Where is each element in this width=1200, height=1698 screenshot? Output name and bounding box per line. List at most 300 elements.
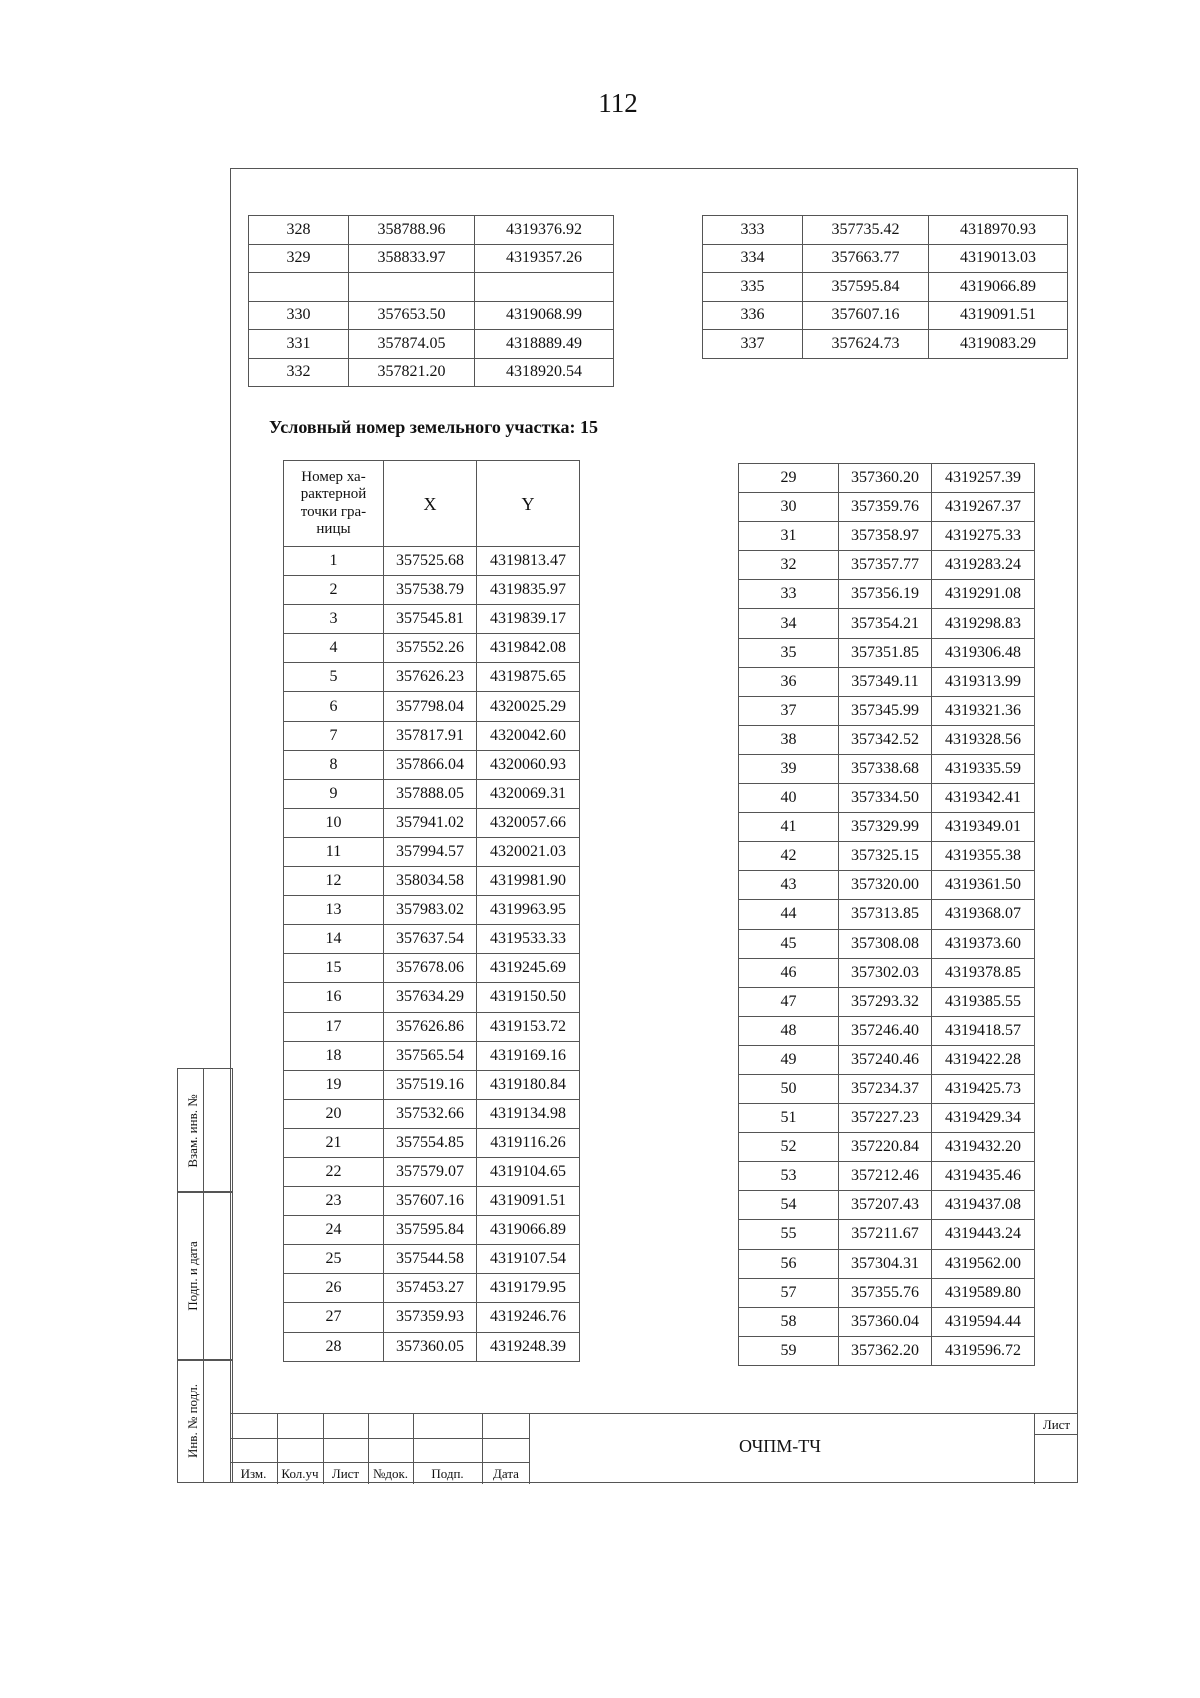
x-coordinate-cell: 357234.37 — [839, 1074, 932, 1103]
y-coordinate-cell: 4319313.99 — [932, 667, 1035, 696]
x-coordinate-cell: 357626.86 — [384, 1012, 477, 1041]
y-coordinate-cell: 4320069.31 — [477, 779, 580, 808]
point-number-cell: 17 — [284, 1012, 384, 1041]
table-row — [284, 605, 580, 634]
x-coordinate-cell: 357607.16 — [803, 301, 929, 330]
table-row — [739, 1307, 1035, 1336]
y-coordinate-cell: 4319357.26 — [475, 244, 614, 273]
x-coordinate-cell: 357663.77 — [803, 244, 929, 273]
x-coordinate-cell: 357532.66 — [384, 1099, 477, 1128]
table-row — [739, 929, 1035, 958]
point-number-cell: 337 — [703, 330, 803, 359]
point-number-cell: 29 — [739, 464, 839, 493]
table-row — [739, 754, 1035, 783]
side-stamp-label: Подп. и дата — [185, 1241, 200, 1311]
x-coordinate-cell: 357525.68 — [384, 547, 477, 576]
y-coordinate-cell: 4319373.60 — [932, 929, 1035, 958]
point-number-cell: 52 — [739, 1133, 839, 1162]
point-number-cell: 23 — [284, 1187, 384, 1216]
x-coordinate-cell: 357595.84 — [803, 273, 929, 302]
table-row — [703, 244, 1068, 273]
table-row — [249, 358, 614, 387]
x-coordinate-cell: 357362.20 — [839, 1336, 932, 1365]
y-coordinate-cell: 4319418.57 — [932, 1016, 1035, 1045]
point-number-cell: 54 — [739, 1191, 839, 1220]
table-row — [739, 1104, 1035, 1133]
table-row — [284, 750, 580, 779]
table-row — [703, 301, 1068, 330]
x-coordinate-cell: 357888.05 — [384, 779, 477, 808]
x-coordinate-cell: 358034.58 — [384, 867, 477, 896]
table-row — [703, 216, 1068, 245]
y-coordinate-cell: 4319342.41 — [932, 784, 1035, 813]
point-number-cell: 51 — [739, 1104, 839, 1133]
x-coordinate-cell: 357360.20 — [839, 464, 932, 493]
point-number-cell: 33 — [739, 580, 839, 609]
table-header-row — [284, 461, 580, 547]
y-coordinate-cell: 4319298.83 — [932, 609, 1035, 638]
y-coordinate-cell: 4319596.72 — [932, 1336, 1035, 1365]
table-row — [284, 983, 580, 1012]
coordinates-table-parcel-15 — [283, 460, 580, 1362]
y-coordinate-cell: 4319068.99 — [475, 301, 614, 330]
x-coordinate-cell: 357357.77 — [839, 551, 932, 580]
y-coordinate-cell: 4319321.36 — [932, 696, 1035, 725]
y-coordinate-cell: 4319368.07 — [932, 900, 1035, 929]
point-number-cell: 15 — [284, 954, 384, 983]
point-number-cell: 43 — [739, 871, 839, 900]
y-coordinate-cell: 4319275.33 — [932, 522, 1035, 551]
y-coordinate-cell: 4319378.85 — [932, 958, 1035, 987]
y-coordinate-cell: 4319562.00 — [932, 1249, 1035, 1278]
y-coordinate-cell: 4318920.54 — [475, 358, 614, 387]
point-number-cell: 26 — [284, 1274, 384, 1303]
point-number-cell: 6 — [284, 692, 384, 721]
table-row — [703, 330, 1068, 359]
x-coordinate-cell: 357334.50 — [839, 784, 932, 813]
x-coordinate-cell: 357359.76 — [839, 493, 932, 522]
table-row — [739, 609, 1035, 638]
table-row — [703, 273, 1068, 302]
y-coordinate-cell: 4319842.08 — [477, 634, 580, 663]
side-stamp-label: Взам. инв. № — [185, 1093, 200, 1168]
x-coordinate-cell: 357212.46 — [839, 1162, 932, 1191]
point-number-cell: 4 — [284, 634, 384, 663]
point-number-cell: 44 — [739, 900, 839, 929]
table-row — [739, 725, 1035, 754]
point-number-cell: 333 — [703, 216, 803, 245]
point-number-cell: 46 — [739, 958, 839, 987]
y-coordinate-cell: 4319248.39 — [477, 1332, 580, 1361]
point-number-cell: 11 — [284, 837, 384, 866]
point-number-cell: 50 — [739, 1074, 839, 1103]
point-number-cell: 35 — [739, 638, 839, 667]
point-number-cell: 5 — [284, 663, 384, 692]
point-number-cell: 14 — [284, 925, 384, 954]
y-coordinate-cell: 4318889.49 — [475, 330, 614, 359]
x-coordinate-cell: 357866.04 — [384, 750, 477, 779]
y-coordinate-cell: 4319385.55 — [932, 987, 1035, 1016]
header-y: Y — [477, 461, 580, 547]
table-row — [249, 273, 614, 302]
y-coordinate-cell: 4319091.51 — [477, 1187, 580, 1216]
y-coordinate-cell: 4320021.03 — [477, 837, 580, 866]
table-row — [284, 576, 580, 605]
point-number-cell: 34 — [739, 609, 839, 638]
point-number-cell: 31 — [739, 522, 839, 551]
x-coordinate-cell: 357821.20 — [349, 358, 475, 387]
table-row — [739, 464, 1035, 493]
table-row — [284, 1245, 580, 1274]
x-coordinate-cell: 357624.73 — [803, 330, 929, 359]
title-block-header: Лист — [331, 1466, 360, 1481]
x-coordinate-cell: 357220.84 — [839, 1133, 932, 1162]
y-coordinate-cell: 4319432.20 — [932, 1133, 1035, 1162]
x-coordinate-cell: 357637.54 — [384, 925, 477, 954]
point-number-cell: 330 — [249, 301, 349, 330]
side-stamp-cell-replacement — [177, 1068, 233, 1193]
table-row — [284, 634, 580, 663]
point-number-cell: 8 — [284, 750, 384, 779]
table-row — [739, 1191, 1035, 1220]
x-coordinate-cell: 357607.16 — [384, 1187, 477, 1216]
table-row — [284, 663, 580, 692]
x-coordinate-cell: 357359.93 — [384, 1303, 477, 1332]
y-coordinate-cell: 4320042.60 — [477, 721, 580, 750]
table-row — [284, 1332, 580, 1361]
point-number-cell: 59 — [739, 1336, 839, 1365]
x-coordinate-cell: 357207.43 — [839, 1191, 932, 1220]
table-row — [249, 330, 614, 359]
y-coordinate-cell: 4319437.08 — [932, 1191, 1035, 1220]
y-coordinate-cell — [475, 273, 614, 302]
table-row — [739, 1220, 1035, 1249]
table-row — [739, 638, 1035, 667]
y-coordinate-cell: 4319013.03 — [929, 244, 1068, 273]
point-number-cell: 32 — [739, 551, 839, 580]
x-coordinate-cell: 358833.97 — [349, 244, 475, 273]
point-number-cell: 1 — [284, 547, 384, 576]
table-row — [739, 1045, 1035, 1074]
table-row — [284, 1012, 580, 1041]
point-number-cell: 2 — [284, 576, 384, 605]
point-number-cell: 336 — [703, 301, 803, 330]
table-row — [739, 871, 1035, 900]
sheet-number-box — [1034, 1414, 1078, 1484]
point-number-cell: 3 — [284, 605, 384, 634]
table-row — [284, 1070, 580, 1099]
point-number-cell: 57 — [739, 1278, 839, 1307]
title-block-header: Подп. — [431, 1466, 464, 1481]
table-row — [739, 1278, 1035, 1307]
table-row — [739, 551, 1035, 580]
x-coordinate-cell: 357342.52 — [839, 725, 932, 754]
y-coordinate-cell: 4320025.29 — [477, 692, 580, 721]
y-coordinate-cell: 4319425.73 — [932, 1074, 1035, 1103]
point-number-cell: 13 — [284, 896, 384, 925]
y-coordinate-cell: 4319083.29 — [929, 330, 1068, 359]
table-row — [739, 958, 1035, 987]
y-coordinate-cell: 4319180.84 — [477, 1070, 580, 1099]
table-row — [284, 547, 580, 576]
point-number-cell: 21 — [284, 1128, 384, 1157]
y-coordinate-cell: 4319963.95 — [477, 896, 580, 925]
point-number-cell: 48 — [739, 1016, 839, 1045]
coordinates-table-top-left — [248, 215, 614, 387]
table-row — [739, 1016, 1035, 1045]
y-coordinate-cell: 4319134.98 — [477, 1099, 580, 1128]
x-coordinate-cell: 357554.85 — [384, 1128, 477, 1157]
x-coordinate-cell: 357453.27 — [384, 1274, 477, 1303]
table-row — [249, 301, 614, 330]
table-row — [739, 667, 1035, 696]
point-number-cell: 22 — [284, 1157, 384, 1186]
table-row — [284, 1128, 580, 1157]
table-row — [739, 842, 1035, 871]
y-coordinate-cell: 4319246.76 — [477, 1303, 580, 1332]
table-row — [284, 925, 580, 954]
table-row — [739, 1336, 1035, 1365]
y-coordinate-cell: 4319328.56 — [932, 725, 1035, 754]
x-coordinate-cell: 357994.57 — [384, 837, 477, 866]
table-row — [739, 696, 1035, 725]
point-number-cell: 41 — [739, 813, 839, 842]
point-number-cell: 24 — [284, 1216, 384, 1245]
point-number-cell: 18 — [284, 1041, 384, 1070]
y-coordinate-cell: 4319835.97 — [477, 576, 580, 605]
x-coordinate-cell: 357302.03 — [839, 958, 932, 987]
table-row — [284, 1216, 580, 1245]
title-block-header: Дата — [493, 1466, 519, 1481]
table-row — [249, 216, 614, 245]
y-coordinate-cell: 4319257.39 — [932, 464, 1035, 493]
x-coordinate-cell: 357304.31 — [839, 1249, 932, 1278]
point-number-cell: 40 — [739, 784, 839, 813]
x-coordinate-cell: 357941.02 — [384, 808, 477, 837]
point-number-cell: 55 — [739, 1220, 839, 1249]
table-row — [284, 1274, 580, 1303]
point-number-cell: 10 — [284, 808, 384, 837]
table-row — [739, 813, 1035, 842]
point-number-cell: 12 — [284, 867, 384, 896]
point-number-cell: 20 — [284, 1099, 384, 1128]
x-coordinate-cell: 357735.42 — [803, 216, 929, 245]
table-row — [284, 1187, 580, 1216]
x-coordinate-cell: 357358.97 — [839, 522, 932, 551]
y-coordinate-cell: 4319435.46 — [932, 1162, 1035, 1191]
y-coordinate-cell: 4319169.16 — [477, 1041, 580, 1070]
x-coordinate-cell: 357626.23 — [384, 663, 477, 692]
point-number-cell: 331 — [249, 330, 349, 359]
point-number-cell: 332 — [249, 358, 349, 387]
point-number-cell: 30 — [739, 493, 839, 522]
y-coordinate-cell: 4319594.44 — [932, 1307, 1035, 1336]
x-coordinate-cell: 357983.02 — [384, 896, 477, 925]
y-coordinate-cell: 4319306.48 — [932, 638, 1035, 667]
table-row — [739, 1162, 1035, 1191]
coordinates-table-right — [738, 463, 1035, 1366]
point-number-cell — [249, 273, 349, 302]
table-row — [739, 784, 1035, 813]
x-coordinate-cell: 357246.40 — [839, 1016, 932, 1045]
point-number-cell: 45 — [739, 929, 839, 958]
y-coordinate-cell: 4319066.89 — [477, 1216, 580, 1245]
x-coordinate-cell: 357351.85 — [839, 638, 932, 667]
title-block — [230, 1413, 1078, 1483]
table-row — [284, 1099, 580, 1128]
sheet-label: Лист — [1042, 1417, 1071, 1432]
title-block-header: Изм. — [240, 1466, 267, 1481]
x-coordinate-cell: 357653.50 — [349, 301, 475, 330]
point-number-cell: 16 — [284, 983, 384, 1012]
x-coordinate-cell: 357538.79 — [384, 576, 477, 605]
table-row — [249, 244, 614, 273]
point-number-cell: 9 — [284, 779, 384, 808]
point-number-cell: 53 — [739, 1162, 839, 1191]
x-coordinate-cell: 357634.29 — [384, 983, 477, 1012]
x-coordinate-cell: 357565.54 — [384, 1041, 477, 1070]
x-coordinate-cell: 357798.04 — [384, 692, 477, 721]
table-row — [284, 1157, 580, 1186]
x-coordinate-cell: 357313.85 — [839, 900, 932, 929]
point-number-cell: 36 — [739, 667, 839, 696]
x-coordinate-cell: 357320.00 — [839, 871, 932, 900]
table-row — [284, 896, 580, 925]
y-coordinate-cell: 4319091.51 — [929, 301, 1068, 330]
x-coordinate-cell: 357211.67 — [839, 1220, 932, 1249]
x-coordinate-cell: 357519.16 — [384, 1070, 477, 1099]
y-coordinate-cell: 4319533.33 — [477, 925, 580, 954]
document-code: ОЧПМ-ТЧ — [739, 1436, 821, 1456]
point-number-cell: 38 — [739, 725, 839, 754]
x-coordinate-cell — [349, 273, 475, 302]
point-number-cell: 329 — [249, 244, 349, 273]
y-coordinate-cell: 4319443.24 — [932, 1220, 1035, 1249]
table-row — [739, 900, 1035, 929]
x-coordinate-cell: 357356.19 — [839, 580, 932, 609]
parcel-title: Условный номер земельного участка: 15 — [269, 417, 598, 437]
table-row — [284, 692, 580, 721]
x-coordinate-cell: 357293.32 — [839, 987, 932, 1016]
x-coordinate-cell: 357240.46 — [839, 1045, 932, 1074]
y-coordinate-cell: 4319066.89 — [929, 273, 1068, 302]
header-x: X — [384, 461, 477, 547]
side-stamp-cell-signature — [177, 1191, 233, 1361]
x-coordinate-cell: 358788.96 — [349, 216, 475, 245]
point-number-cell: 47 — [739, 987, 839, 1016]
table-row — [739, 1074, 1035, 1103]
y-coordinate-cell: 4319981.90 — [477, 867, 580, 896]
title-block-header: №док. — [372, 1466, 409, 1481]
x-coordinate-cell: 357678.06 — [384, 954, 477, 983]
x-coordinate-cell: 357355.76 — [839, 1278, 932, 1307]
y-coordinate-cell: 4319150.50 — [477, 983, 580, 1012]
point-number-cell: 334 — [703, 244, 803, 273]
x-coordinate-cell: 357308.08 — [839, 929, 932, 958]
y-coordinate-cell: 4319349.01 — [932, 813, 1035, 842]
side-stamp-label: Инв. № подл. — [185, 1383, 200, 1459]
y-coordinate-cell: 4319179.95 — [477, 1274, 580, 1303]
table-row — [284, 808, 580, 837]
point-number-cell: 58 — [739, 1307, 839, 1336]
table-row — [739, 987, 1035, 1016]
y-coordinate-cell: 4319589.80 — [932, 1278, 1035, 1307]
table-row — [284, 1303, 580, 1332]
y-coordinate-cell: 4319422.28 — [932, 1045, 1035, 1074]
point-number-cell: 28 — [284, 1332, 384, 1361]
table-row — [739, 522, 1035, 551]
coordinates-table-top-right — [702, 215, 1068, 359]
x-coordinate-cell: 357552.26 — [384, 634, 477, 663]
x-coordinate-cell: 357544.58 — [384, 1245, 477, 1274]
point-number-cell: 49 — [739, 1045, 839, 1074]
point-number-cell: 39 — [739, 754, 839, 783]
y-coordinate-cell: 4319839.17 — [477, 605, 580, 634]
y-coordinate-cell: 4319245.69 — [477, 954, 580, 983]
y-coordinate-cell: 4319107.54 — [477, 1245, 580, 1274]
point-number-cell: 7 — [284, 721, 384, 750]
x-coordinate-cell: 357817.91 — [384, 721, 477, 750]
point-number-cell: 27 — [284, 1303, 384, 1332]
table-row — [739, 493, 1035, 522]
y-coordinate-cell: 4319361.50 — [932, 871, 1035, 900]
y-coordinate-cell: 4319429.34 — [932, 1104, 1035, 1133]
y-coordinate-cell: 4318970.93 — [929, 216, 1068, 245]
y-coordinate-cell: 4319335.59 — [932, 754, 1035, 783]
x-coordinate-cell: 357338.68 — [839, 754, 932, 783]
x-coordinate-cell: 357227.23 — [839, 1104, 932, 1133]
x-coordinate-cell: 357354.21 — [839, 609, 932, 638]
table-row — [284, 837, 580, 866]
title-block-header: Кол.уч — [281, 1466, 319, 1481]
table-row — [739, 1133, 1035, 1162]
x-coordinate-cell: 357325.15 — [839, 842, 932, 871]
y-coordinate-cell: 4319376.92 — [475, 216, 614, 245]
y-coordinate-cell: 4319283.24 — [932, 551, 1035, 580]
y-coordinate-cell: 4319813.47 — [477, 547, 580, 576]
point-number-cell: 19 — [284, 1070, 384, 1099]
point-number-cell: 56 — [739, 1249, 839, 1278]
table-row — [284, 721, 580, 750]
y-coordinate-cell: 4319875.65 — [477, 663, 580, 692]
title-block-grid — [230, 1414, 530, 1484]
x-coordinate-cell: 357874.05 — [349, 330, 475, 359]
point-number-cell: 25 — [284, 1245, 384, 1274]
point-number-cell: 335 — [703, 273, 803, 302]
table-row — [284, 954, 580, 983]
x-coordinate-cell: 357360.04 — [839, 1307, 932, 1336]
table-row — [284, 1041, 580, 1070]
point-number-cell: 37 — [739, 696, 839, 725]
y-coordinate-cell: 4320057.66 — [477, 808, 580, 837]
x-coordinate-cell: 357349.11 — [839, 667, 932, 696]
side-stamp-cell-inventory — [177, 1359, 233, 1483]
x-coordinate-cell: 357579.07 — [384, 1157, 477, 1186]
side-stamp — [177, 1068, 233, 1483]
y-coordinate-cell: 4320060.93 — [477, 750, 580, 779]
y-coordinate-cell: 4319355.38 — [932, 842, 1035, 871]
x-coordinate-cell: 357345.99 — [839, 696, 932, 725]
header-point-number: Номер ха- рактерной точки гра- ницы — [284, 461, 384, 547]
table-row — [284, 779, 580, 808]
point-number-cell: 42 — [739, 842, 839, 871]
page-number: 112 — [598, 88, 638, 118]
y-coordinate-cell: 4319153.72 — [477, 1012, 580, 1041]
x-coordinate-cell: 357360.05 — [384, 1332, 477, 1361]
y-coordinate-cell: 4319116.26 — [477, 1128, 580, 1157]
table-row — [739, 580, 1035, 609]
point-number-cell: 328 — [249, 216, 349, 245]
